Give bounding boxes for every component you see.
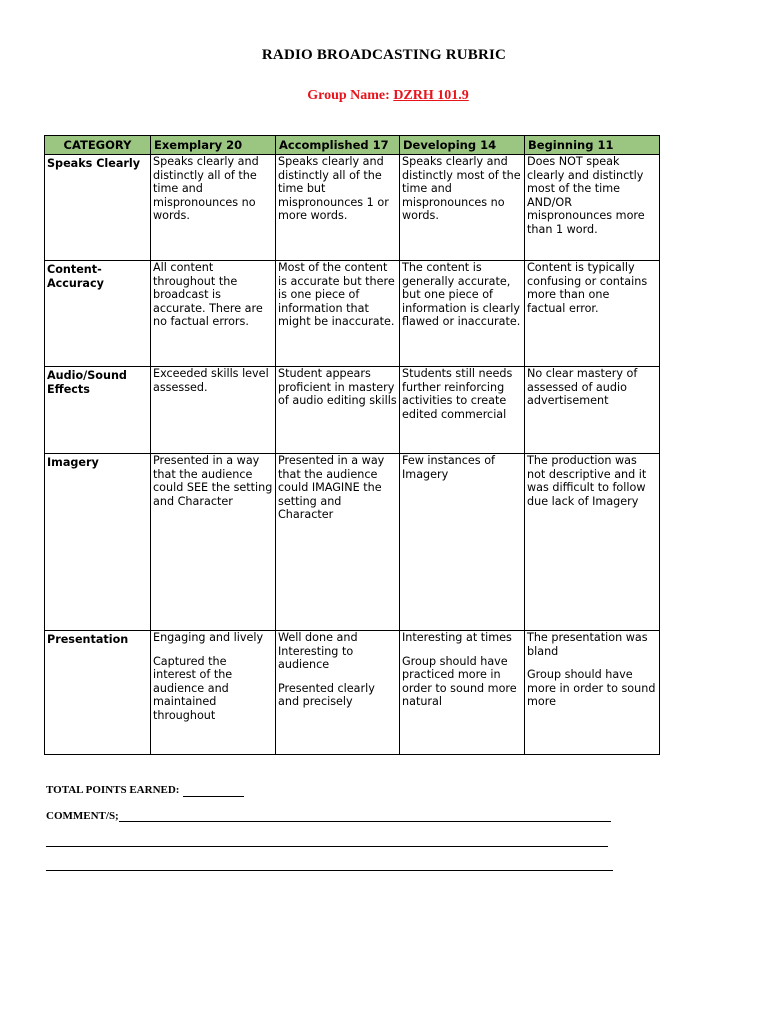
cell-text-line: Well done and bbox=[278, 631, 358, 644]
cell-text-line: Imagery bbox=[402, 467, 449, 481]
cell-text-line: mispronounces 1 or bbox=[278, 195, 389, 209]
beginning-cell bbox=[525, 367, 660, 454]
header-exemplary: Exemplary 20 bbox=[151, 136, 276, 155]
table-row bbox=[45, 155, 660, 261]
cell-text-line: setting and Character bbox=[278, 494, 342, 521]
cell-text-line: assessed. bbox=[153, 380, 208, 394]
cell-text-line: time and bbox=[153, 182, 203, 195]
cell-text-line: audience bbox=[278, 658, 330, 671]
accomplished-cell bbox=[276, 367, 400, 454]
cell-text-line: bland bbox=[527, 644, 559, 658]
rubric-table bbox=[44, 135, 660, 755]
accomplished-cell bbox=[276, 454, 400, 631]
cell-text-line: Does NOT speak bbox=[527, 155, 620, 168]
cell-text-line: Group should have bbox=[402, 654, 508, 668]
cell-text-line: more bbox=[527, 695, 556, 708]
cell-text-line: Interesting at times bbox=[402, 631, 512, 644]
cell-text-line: Presented in a way bbox=[153, 454, 260, 467]
cell-text-line: All content bbox=[153, 261, 214, 274]
page-title: RADIO BROADCASTING RUBRIC bbox=[261, 47, 507, 63]
table-row bbox=[45, 454, 660, 631]
table-row bbox=[45, 261, 660, 367]
accomplished-cell bbox=[276, 261, 400, 367]
cell-text-line: not descriptive and it bbox=[527, 467, 647, 481]
accomplished-cell bbox=[276, 631, 400, 755]
cell-text-line: accurate. There are bbox=[153, 301, 263, 315]
comments-blank-line bbox=[119, 821, 611, 822]
cell-text-line: Students still needs bbox=[402, 367, 513, 380]
cell-text-line: Most of the content bbox=[278, 261, 388, 274]
cell-text-line: more in order to sound bbox=[527, 681, 656, 695]
total-points-blank bbox=[183, 796, 244, 797]
cell-text-line: time but bbox=[278, 182, 326, 195]
cell-text-line: no factual errors. bbox=[153, 315, 249, 328]
cell-text-line: further reinforcing bbox=[402, 380, 505, 394]
comments-blank-line bbox=[46, 846, 608, 847]
cell-text-line: proficient in mastery bbox=[278, 380, 395, 394]
cell-text-line: than 1 word. bbox=[527, 222, 598, 236]
cell-text-line: AND/OR bbox=[527, 195, 572, 209]
cell-text-line: words. bbox=[402, 209, 439, 222]
cell-text-line: Interesting to bbox=[278, 644, 354, 658]
cell-text-line: and Character bbox=[153, 494, 233, 508]
exemplary-cell bbox=[151, 454, 276, 631]
cell-text-line: might be inaccurate. bbox=[278, 315, 395, 328]
cell-text-line: Presented in a way bbox=[278, 454, 385, 467]
cell-text-line: more than one bbox=[527, 288, 610, 301]
exemplary-cell bbox=[151, 261, 276, 367]
cell-text-line: is one piece of bbox=[278, 288, 360, 301]
cell-text-line bbox=[153, 645, 273, 655]
cell-text-line: interest of the bbox=[153, 668, 233, 681]
total-points-label: TOTAL POINTS EARNED: bbox=[46, 784, 180, 796]
developing-cell bbox=[400, 631, 525, 755]
cell-text-line: Exceeded skills level bbox=[153, 367, 269, 380]
cell-text-line: throughout bbox=[153, 708, 216, 722]
cell-text-line: distinctly all of the bbox=[153, 168, 257, 182]
cell-text-line: Speaks clearly and bbox=[402, 155, 508, 168]
cell-text-line bbox=[402, 645, 522, 655]
category-cell: Audio/Sound Effects bbox=[45, 367, 151, 454]
cell-text-line: and precisely bbox=[278, 695, 353, 708]
header-row bbox=[45, 136, 660, 155]
cell-text-line: distinctly most of the bbox=[402, 168, 521, 182]
exemplary-cell bbox=[151, 367, 276, 454]
cell-text-line: confusing or contains bbox=[527, 274, 648, 288]
cell-text-line: Engaging and lively bbox=[153, 631, 264, 644]
cell-text-line: Student appears bbox=[278, 367, 371, 380]
cell-text-line bbox=[278, 672, 397, 682]
cell-text-line: generally accurate, bbox=[402, 274, 511, 288]
beginning-cell bbox=[525, 454, 660, 631]
cell-text-line: mispronounces more bbox=[527, 209, 645, 222]
beginning-cell bbox=[525, 155, 660, 261]
cell-text-line: Few instances of bbox=[402, 454, 495, 467]
cell-text-line: most of the time bbox=[527, 182, 621, 195]
comments-blank-line bbox=[46, 870, 613, 871]
cell-text-line: was difficult to follow bbox=[527, 481, 646, 494]
cell-text-line: mispronounces no bbox=[402, 195, 505, 209]
cell-text-line: broadcast is bbox=[153, 288, 221, 301]
cell-text-line: information that bbox=[278, 301, 369, 315]
cell-text-line: order to sound more bbox=[402, 681, 517, 695]
developing-cell bbox=[400, 454, 525, 631]
developing-cell bbox=[400, 261, 525, 367]
header-developing: Developing 14 bbox=[400, 136, 525, 155]
cell-text-line: could SEE the setting bbox=[153, 481, 273, 494]
cell-text-line: is accurate but there bbox=[278, 274, 395, 288]
cell-text-line: of audio editing skills bbox=[278, 394, 397, 407]
header-accomplished: Accomplished 17 bbox=[276, 136, 400, 155]
group-name-value: DZRH 101.9 bbox=[393, 88, 469, 103]
cell-text-line: advertisement bbox=[527, 394, 609, 407]
cell-text-line: audience and bbox=[153, 681, 229, 695]
cell-text-line: words. bbox=[153, 209, 190, 222]
category-cell: Content- Accuracy bbox=[45, 261, 151, 367]
cell-text-line: Captured the bbox=[153, 654, 227, 668]
table-row bbox=[45, 367, 660, 454]
cell-text-line: more words. bbox=[278, 209, 348, 222]
accomplished-cell bbox=[276, 155, 400, 261]
cell-text-line: flawed or inaccurate. bbox=[402, 315, 521, 328]
category-cell: Presentation bbox=[45, 631, 151, 755]
exemplary-cell bbox=[151, 155, 276, 261]
cell-text-line: that the audience bbox=[153, 467, 253, 481]
cell-text-line: time and bbox=[402, 182, 452, 195]
cell-text-line: Group should have bbox=[527, 668, 633, 681]
header-beginning: Beginning 11 bbox=[525, 136, 660, 155]
exemplary-cell bbox=[151, 631, 276, 755]
cell-text-line: edited commercial bbox=[402, 407, 507, 421]
cell-text-line: mispronounces no bbox=[153, 195, 256, 209]
cell-text-line: could IMAGINE the bbox=[278, 481, 382, 494]
cell-text-line: throughout the bbox=[153, 274, 238, 288]
group-name bbox=[0, 88, 768, 104]
header-category: CATEGORY bbox=[45, 136, 151, 155]
cell-text-line: Content is typically bbox=[527, 261, 635, 274]
cell-text-line: The production was bbox=[527, 454, 637, 467]
cell-text-line: practiced more in bbox=[402, 668, 501, 681]
cell-text-line bbox=[527, 658, 657, 668]
cell-text-line: Presented clearly bbox=[278, 681, 375, 695]
cell-text-line: but one piece of bbox=[402, 288, 493, 301]
cell-text-line: natural bbox=[402, 695, 442, 708]
cell-text-line: assessed of audio bbox=[527, 380, 627, 394]
beginning-cell bbox=[525, 261, 660, 367]
cell-text-line: Speaks clearly and bbox=[153, 155, 259, 168]
cell-text-line: The presentation was bbox=[527, 631, 648, 644]
category-cell: Imagery bbox=[45, 454, 151, 631]
cell-text-line: Speaks clearly and bbox=[278, 155, 384, 168]
cell-text-line: clearly and distinctly bbox=[527, 168, 644, 182]
cell-text-line: maintained bbox=[153, 695, 217, 708]
cell-text-line: activities to create bbox=[402, 394, 507, 407]
cell-text-line: The content is bbox=[402, 261, 482, 274]
cell-text-line: No clear mastery of bbox=[527, 367, 638, 380]
developing-cell bbox=[400, 155, 525, 261]
comments-label: COMMENT/S; bbox=[46, 810, 119, 822]
beginning-cell bbox=[525, 631, 660, 755]
cell-text-line: distinctly all of the bbox=[278, 168, 382, 182]
category-cell: Speaks Clearly bbox=[45, 155, 151, 261]
group-name-label: Group Name: bbox=[307, 88, 394, 103]
cell-text-line: factual error. bbox=[527, 301, 599, 315]
cell-text-line: due lack of Imagery bbox=[527, 494, 639, 508]
developing-cell bbox=[400, 367, 525, 454]
table-row bbox=[45, 631, 660, 755]
cell-text-line: that the audience bbox=[278, 467, 378, 481]
cell-text-line: information is clearly bbox=[402, 301, 520, 315]
